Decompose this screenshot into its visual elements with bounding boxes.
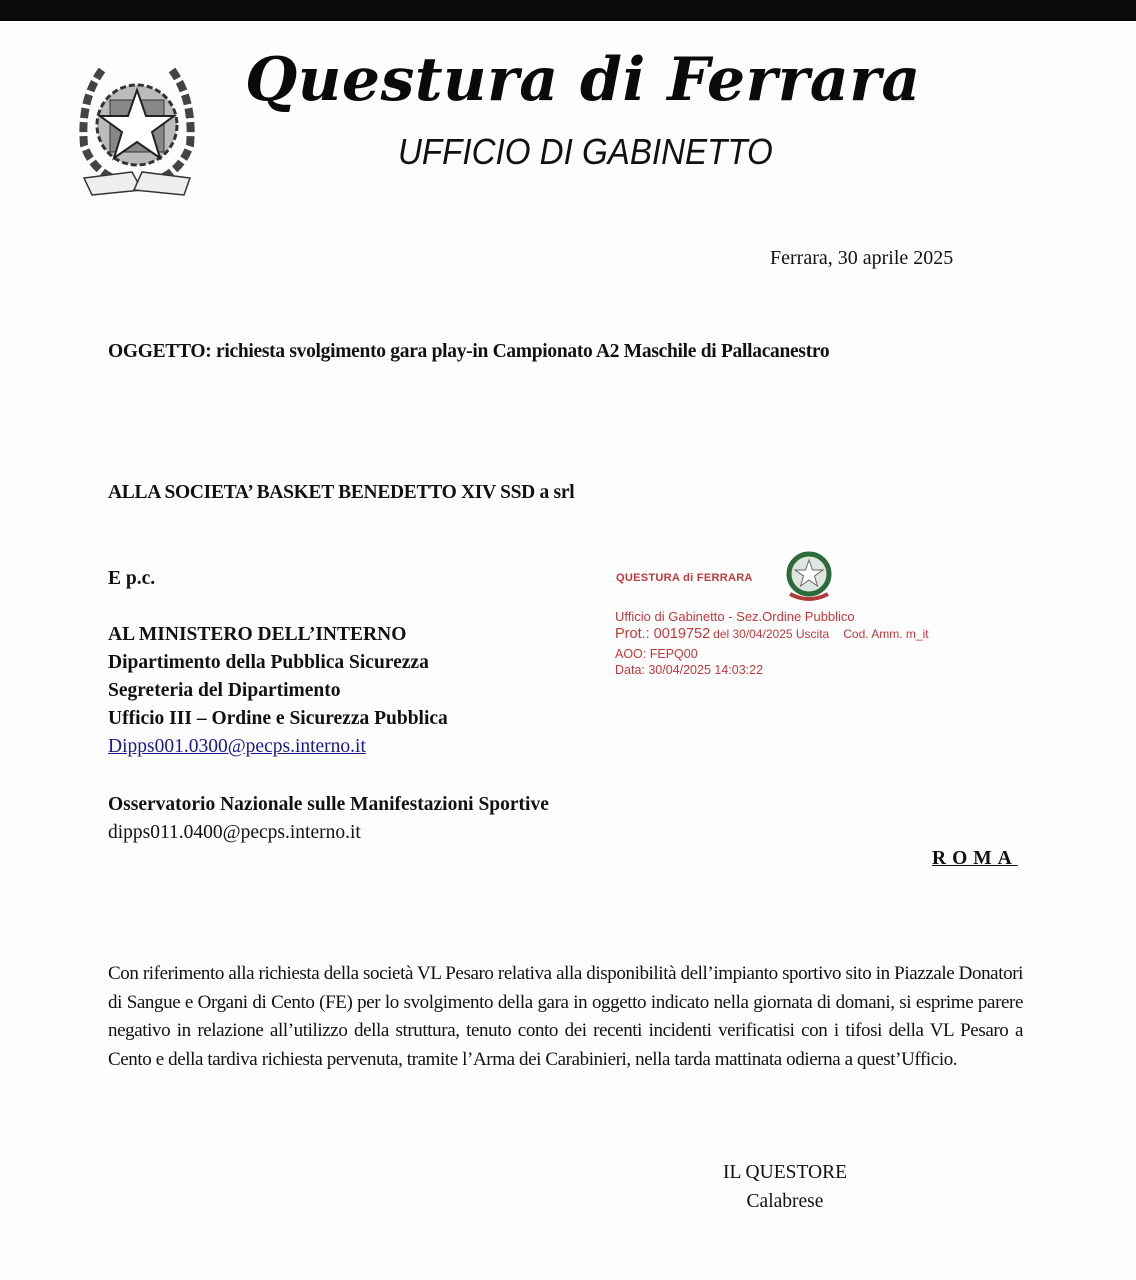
- protocol-stamp: [612, 548, 1032, 688]
- office-subtitle: UFFICIO DI GABINETTO: [398, 131, 773, 172]
- stamp-protocol-number: Prot.: 0019752: [615, 626, 711, 642]
- office-title: Questura di Ferrara: [245, 45, 921, 115]
- recipient-line: Ufficio III – Ordine e Sicurezza Pubblica: [108, 708, 448, 729]
- destination-city: ROMA: [932, 848, 1018, 869]
- recipient-ministry: [108, 621, 448, 761]
- letter-subject: OGGETTO: richiesta svolgimento gara play-in Campionato A2 Maschile di Pallacanestro: [108, 341, 830, 362]
- stamp-heading: QUESTURA di FERRARA: [616, 572, 753, 584]
- signature-block: [700, 1158, 870, 1216]
- addressee: ALLA SOCIETA’ BASKET BENEDETTO XIV SSD a srl: [108, 482, 575, 503]
- stamp-emblem-icon: [782, 550, 836, 604]
- top-bar: [0, 0, 1136, 21]
- recipient-email: dipps011.0400@pecps.interno.it: [108, 822, 361, 843]
- stamp-cod-amm: Cod. Amm. m_it: [843, 627, 929, 641]
- stamp-office: Ufficio di Gabinetto - Sez.Ordine Pubblico: [615, 609, 855, 624]
- signature-role: IL QUESTORE: [722, 1162, 848, 1183]
- stamp-aoo: AOO: FEPQ00: [615, 647, 698, 661]
- recipient-email-link[interactable]: Dipps001.0300@pecps.interno.it: [108, 736, 366, 757]
- stamp-protocol-detail: del 30/04/2025 Uscita: [713, 627, 830, 641]
- recipient-line: Segreteria del Dipartimento: [108, 680, 341, 701]
- cc-label: E p.c.: [108, 568, 156, 589]
- italian-republic-emblem-icon: [72, 50, 202, 200]
- recipient-line: Osservatorio Nazionale sulle Manifestazioni Sportive: [108, 794, 549, 815]
- recipient-observatory: [108, 791, 549, 847]
- signature-name: Calabrese: [746, 1191, 824, 1212]
- stamp-protocol-line: [615, 626, 929, 642]
- recipient-line: Dipartimento della Pubblica Sicurezza: [108, 652, 429, 673]
- letter-date: Ferrara, 30 aprile 2025: [770, 247, 954, 269]
- stamp-datetime: Data: 30/04/2025 14:03:22: [615, 663, 764, 677]
- recipient-line: AL MINISTERO DELL’INTERNO: [108, 624, 407, 645]
- letter-body: Con riferimento alla richiesta della società VL Pesaro relativa alla disponibilità dell’impianto sportivo sito in Piazzale Donatori di Sangue e Organi di Cento (FE) per lo svolgimento della gara in oggetto indicato nella giornata di domani, si esprime parere negativo in relazione all’utilizzo della struttura, tenuto conto dei recenti incidenti verificatisi con i tifosi della VL Pesaro a Cento e della tardiva richiesta pervenuta, tramite l’Arma dei Carabinieri, nella tarda mattinata odierna a quest’Ufficio.: [108, 963, 1023, 1070]
